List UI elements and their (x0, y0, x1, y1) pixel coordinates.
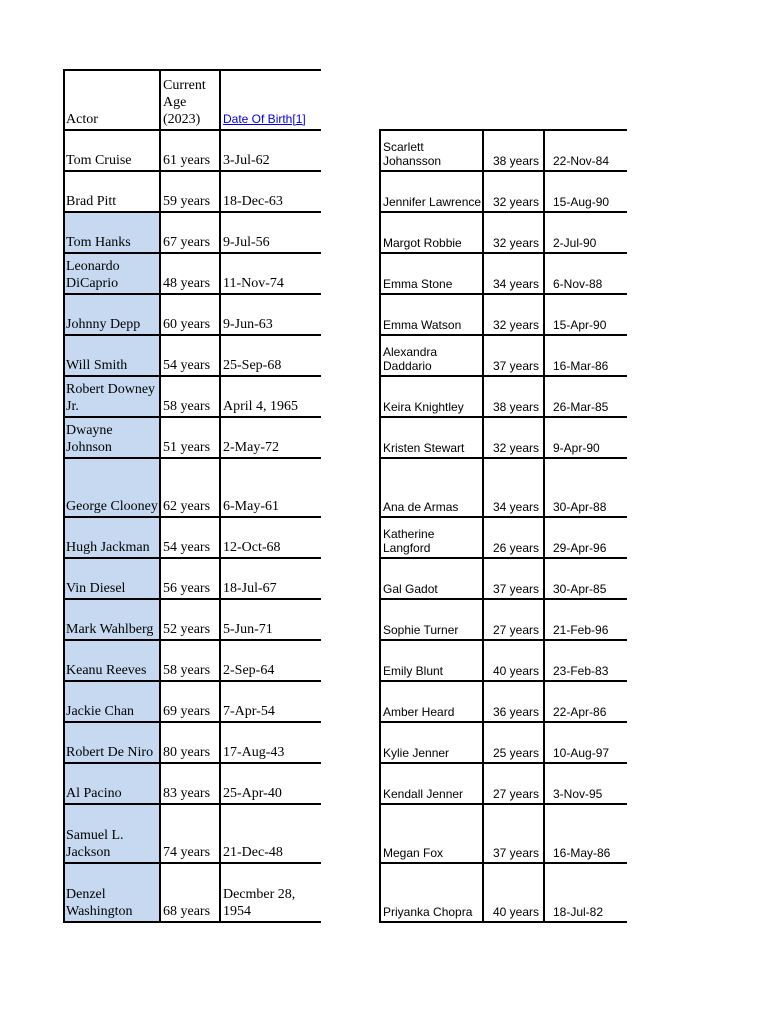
actor-name-cell: George Clooney (64, 458, 160, 517)
age-header: Current Age (2023) (160, 70, 220, 130)
table-row (64, 599, 321, 640)
actor-name-cell: Will Smith (64, 335, 160, 376)
actor-name-cell: Robert Downey Jr. (64, 376, 160, 417)
dob-cell: 30-Apr-85 (544, 558, 627, 599)
table-row (380, 599, 627, 640)
dob-cell: 2-Sep-64 (220, 640, 321, 681)
age-cell: 40 years (483, 863, 544, 922)
dob-cell: 18-Jul-67 (220, 558, 321, 599)
table-row (380, 458, 627, 517)
age-cell: 69 years (160, 681, 220, 722)
actress-name-cell: Emma Stone (380, 253, 483, 294)
dob-cell: 9-Apr-90 (544, 417, 627, 458)
age-cell: 34 years (483, 458, 544, 517)
table-row (380, 804, 627, 863)
age-cell: 34 years (483, 253, 544, 294)
dob-cell: 22-Nov-84 (544, 130, 627, 171)
table-row (64, 335, 321, 376)
age-cell: 38 years (483, 376, 544, 417)
dob-cell: 21-Feb-96 (544, 599, 627, 640)
actress-name-cell: Kendall Jenner (380, 763, 483, 804)
table-row (64, 681, 321, 722)
actress-name-cell: Priyanka Chopra (380, 863, 483, 922)
actor-name-cell: Samuel L. Jackson (64, 804, 160, 863)
actor-name-cell: Brad Pitt (64, 171, 160, 212)
age-cell: 32 years (483, 294, 544, 335)
dob-cell: 25-Apr-40 (220, 763, 321, 804)
table-row (64, 130, 321, 171)
header-row (64, 70, 321, 130)
dob-cell: Decmber 28, 1954 (220, 863, 321, 922)
actor-header: Actor (64, 70, 160, 130)
dob-cell: 7-Apr-54 (220, 681, 321, 722)
table-row (380, 294, 627, 335)
table-row (64, 376, 321, 417)
table-row (380, 863, 627, 922)
actress-name-cell: Katherine Langford (380, 517, 483, 558)
actress-name-cell: Scarlett Johansson (380, 130, 483, 171)
actress-name-cell: Amber Heard (380, 681, 483, 722)
actress-name-cell: Ana de Armas (380, 458, 483, 517)
actor-name-cell: Jackie Chan (64, 681, 160, 722)
dob-cell: 25-Sep-68 (220, 335, 321, 376)
age-cell: 36 years (483, 681, 544, 722)
table-row (64, 640, 321, 681)
table-row (380, 212, 627, 253)
dob-cell: 15-Apr-90 (544, 294, 627, 335)
age-cell: 40 years (483, 640, 544, 681)
age-cell: 25 years (483, 722, 544, 763)
age-cell: 67 years (160, 212, 220, 253)
age-cell: 32 years (483, 212, 544, 253)
actress-name-cell: Keira Knightley (380, 376, 483, 417)
age-cell: 74 years (160, 804, 220, 863)
dob-cell: 3-Nov-95 (544, 763, 627, 804)
age-cell: 59 years (160, 171, 220, 212)
age-cell: 38 years (483, 130, 544, 171)
actor-name-cell: Al Pacino (64, 763, 160, 804)
table-row (380, 681, 627, 722)
actor-name-cell: Johnny Depp (64, 294, 160, 335)
table-row (64, 763, 321, 804)
table-row (380, 417, 627, 458)
dob-cell: 21-Dec-48 (220, 804, 321, 863)
actor-name-cell: Tom Cruise (64, 130, 160, 171)
actress-name-cell: Jennifer Lawrence (380, 171, 483, 212)
table-row (64, 417, 321, 458)
dob-header[interactable] (220, 70, 321, 130)
actress-name-cell: Kristen Stewart (380, 417, 483, 458)
dob-cell: 12-Oct-68 (220, 517, 321, 558)
age-cell: 51 years (160, 417, 220, 458)
age-cell: 32 years (483, 171, 544, 212)
table-row (64, 253, 321, 294)
female-actors-table (379, 129, 627, 923)
table-row (380, 253, 627, 294)
age-cell: 54 years (160, 335, 220, 376)
actress-name-cell: Kylie Jenner (380, 722, 483, 763)
actor-name-cell: Hugh Jackman (64, 517, 160, 558)
age-cell: 37 years (483, 335, 544, 376)
actor-name-cell: Denzel Washington (64, 863, 160, 922)
table-row (380, 171, 627, 212)
age-cell: 62 years (160, 458, 220, 517)
actress-name-cell: Emily Blunt (380, 640, 483, 681)
dob-cell: 22-Apr-86 (544, 681, 627, 722)
age-cell: 68 years (160, 863, 220, 922)
table-row (64, 804, 321, 863)
age-cell: 83 years (160, 763, 220, 804)
male-actors-table (63, 69, 321, 923)
table-row (64, 294, 321, 335)
dob-cell: 29-Apr-96 (544, 517, 627, 558)
age-cell: 37 years (483, 804, 544, 863)
table-row (380, 335, 627, 376)
table-row (380, 763, 627, 804)
dob-cell: 30-Apr-88 (544, 458, 627, 517)
dob-cell: 18-Dec-63 (220, 171, 321, 212)
actress-name-cell: Margot Robbie (380, 212, 483, 253)
table-row (380, 517, 627, 558)
table-row (380, 640, 627, 681)
table-row (64, 863, 321, 922)
dob-cell: 2-Jul-90 (544, 212, 627, 253)
age-cell: 61 years (160, 130, 220, 171)
dob-header-link[interactable]: Date Of Birth[1] (223, 112, 306, 126)
age-cell: 56 years (160, 558, 220, 599)
actor-name-cell: Keanu Reeves (64, 640, 160, 681)
age-cell: 48 years (160, 253, 220, 294)
dob-cell: 6-Nov-88 (544, 253, 627, 294)
actor-name-cell: Robert De Niro (64, 722, 160, 763)
age-cell: 80 years (160, 722, 220, 763)
table-row (380, 722, 627, 763)
table-row (64, 212, 321, 253)
actor-name-cell: Vin Diesel (64, 558, 160, 599)
table-row (64, 458, 321, 517)
table-row (64, 722, 321, 763)
age-cell: 60 years (160, 294, 220, 335)
dob-cell: 2-May-72 (220, 417, 321, 458)
dob-cell: 9-Jul-56 (220, 212, 321, 253)
age-cell: 58 years (160, 376, 220, 417)
table-row (380, 558, 627, 599)
dob-cell: April 4, 1965 (220, 376, 321, 417)
table-row (380, 130, 627, 171)
actor-name-cell: Dwayne Johnson (64, 417, 160, 458)
dob-cell: 3-Jul-62 (220, 130, 321, 171)
table-row (64, 517, 321, 558)
age-cell: 54 years (160, 517, 220, 558)
age-cell: 58 years (160, 640, 220, 681)
dob-cell: 18-Jul-82 (544, 863, 627, 922)
dob-cell: 17-Aug-43 (220, 722, 321, 763)
actor-name-cell: Leonardo DiCaprio (64, 253, 160, 294)
dob-cell: 16-Mar-86 (544, 335, 627, 376)
actor-name-cell: Tom Hanks (64, 212, 160, 253)
actor-name-cell: Mark Wahlberg (64, 599, 160, 640)
age-cell: 52 years (160, 599, 220, 640)
dob-cell: 15-Aug-90 (544, 171, 627, 212)
dob-cell: 16-May-86 (544, 804, 627, 863)
age-cell: 32 years (483, 417, 544, 458)
age-cell: 27 years (483, 599, 544, 640)
dob-cell: 11-Nov-74 (220, 253, 321, 294)
dob-cell: 23-Feb-83 (544, 640, 627, 681)
actress-name-cell: Alexandra Daddario (380, 335, 483, 376)
table-row (380, 376, 627, 417)
dob-cell: 26-Mar-85 (544, 376, 627, 417)
actress-name-cell: Sophie Turner (380, 599, 483, 640)
table-row (64, 171, 321, 212)
actress-name-cell: Gal Gadot (380, 558, 483, 599)
age-cell: 26 years (483, 517, 544, 558)
age-cell: 27 years (483, 763, 544, 804)
table-row (64, 558, 321, 599)
age-cell: 37 years (483, 558, 544, 599)
dob-cell: 9-Jun-63 (220, 294, 321, 335)
dob-cell: 5-Jun-71 (220, 599, 321, 640)
dob-cell: 6-May-61 (220, 458, 321, 517)
dob-cell: 10-Aug-97 (544, 722, 627, 763)
actress-name-cell: Emma Watson (380, 294, 483, 335)
actress-name-cell: Megan Fox (380, 804, 483, 863)
